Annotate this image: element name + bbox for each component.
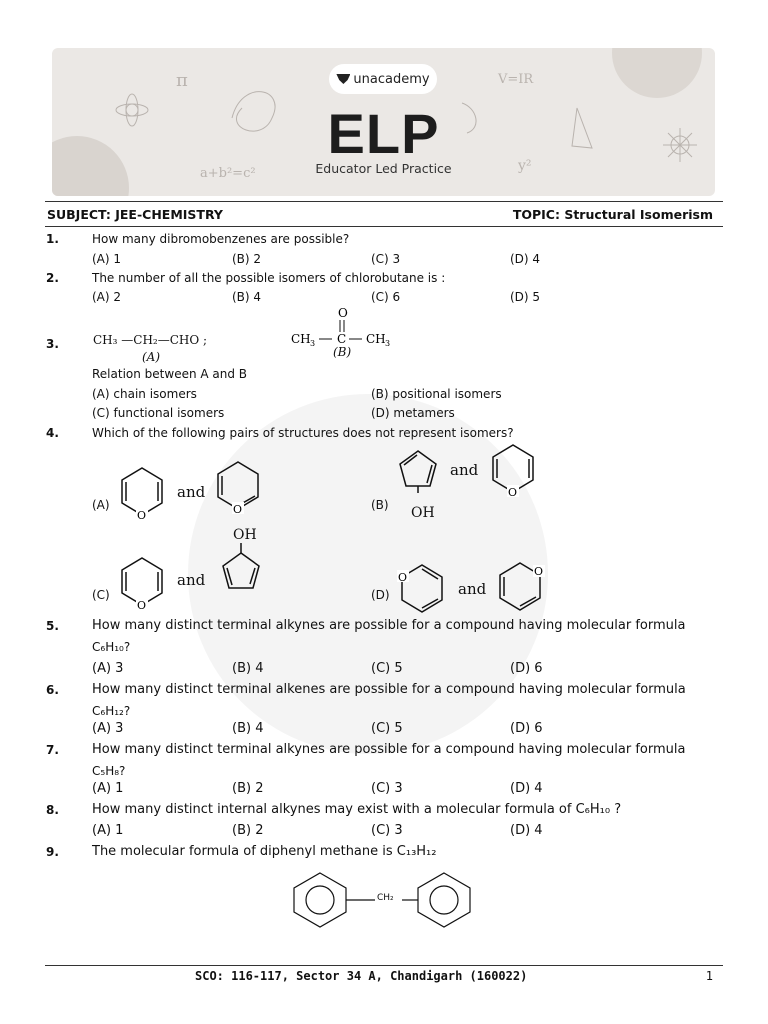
svg-text:O: O: [338, 306, 348, 320]
option: (C) 3: [371, 823, 403, 838]
svg-text:O: O: [508, 486, 518, 499]
option: (B) 4: [232, 721, 264, 736]
graduation-cap-icon: [336, 74, 350, 84]
option: (B) 2: [232, 781, 264, 796]
question-text: How many dibromobenzenes are possible?: [92, 232, 350, 246]
option: (B) 2: [232, 252, 262, 266]
svg-text:CH: CH: [366, 332, 386, 346]
compound-a-formula: CH₃ —CH₂—CHO ;: [93, 333, 208, 347]
question-number: 3.: [46, 337, 59, 351]
subject-topic-bar: [45, 201, 723, 227]
option: (C) 6: [371, 290, 401, 304]
option: (D) metamers: [371, 406, 455, 420]
option: (C) 5: [371, 721, 403, 736]
header-banner: [52, 48, 715, 196]
question-number: 5.: [46, 619, 59, 633]
option: (D) 5: [510, 290, 541, 304]
ch2-label: CH₂: [377, 893, 394, 903]
elp-title: ELP: [327, 102, 440, 165]
svg-text:O: O: [137, 599, 147, 612]
and-text: and: [177, 483, 206, 501]
question-text: The molecular formula of diphenyl methane is C₁₃H₁₂: [92, 844, 437, 859]
svg-text:CH: CH: [291, 332, 311, 346]
page-number: 1: [705, 969, 713, 983]
question-number: 9.: [46, 845, 59, 859]
svg-text:3: 3: [310, 339, 316, 348]
option: (A) 2: [92, 290, 122, 304]
subject-label: SUBJECT: JEE-CHEMISTRY: [47, 206, 223, 222]
option: (D) 4: [510, 252, 541, 266]
option: (A) chain isomers: [92, 387, 197, 401]
option-label: (B): [371, 498, 389, 512]
option: (C) 3: [371, 252, 401, 266]
option: (C) functional isomers: [92, 406, 225, 420]
question-number: 4.: [46, 426, 59, 440]
question-text: Relation between A and B: [92, 367, 248, 381]
oh-group: OH: [411, 505, 435, 521]
cyclopentadienol-structure: [395, 448, 441, 493]
question-text: How many distinct internal alkynes may exist with a molecular formula of C₆H₁₀ ?: [92, 802, 622, 817]
option: (D) 6: [510, 661, 543, 676]
oh-group: OH: [233, 527, 257, 543]
question-number: 6.: [46, 683, 59, 697]
option: (B) positional isomers: [371, 387, 502, 401]
ohms-law-text: V=IR: [498, 72, 534, 87]
option: (A) 3: [92, 721, 124, 736]
pyran-ring-structure: [213, 457, 263, 517]
pyran-ring-structure: [397, 562, 447, 622]
question-number: 2.: [46, 271, 59, 285]
question-number: 7.: [46, 743, 59, 757]
svg-text:C: C: [337, 332, 347, 346]
pyran-ring-structure: [117, 553, 167, 613]
option: (C) 5: [371, 661, 403, 676]
footer-address: SCO: 116-117, Sector 34 A, Chandigarh (160022): [195, 969, 528, 983]
option: (D) 4: [510, 823, 543, 838]
pythagoras-text: a+b²=c²: [200, 166, 256, 181]
option: (B) 2: [232, 823, 264, 838]
molecular-formula: C₅H₈?: [92, 764, 126, 778]
option: (D) 4: [510, 781, 543, 796]
option-label: (C): [92, 588, 110, 602]
option: (B) 4: [232, 661, 264, 676]
pyran-ring-structure: [488, 440, 538, 500]
molecular-formula: C₆H₁₂?: [92, 704, 131, 718]
question-text: How many distinct terminal alkenes are possible for a compound having molecular formula: [92, 682, 686, 697]
question-text: How many distinct terminal alkynes are possible for a compound having molecular formula: [92, 742, 686, 757]
pyran-ring-structure: [117, 463, 167, 523]
unacademy-logo: [329, 64, 437, 94]
and-text: and: [458, 580, 487, 598]
option: (A) 1: [92, 781, 124, 796]
compound-b-label: (B): [333, 345, 352, 359]
option: (A) 1: [92, 823, 124, 838]
option: (D) 6: [510, 721, 543, 736]
question-text: How many distinct terminal alkynes are possible for a compound having molecular formula: [92, 618, 686, 633]
svg-text:O: O: [137, 509, 147, 522]
svg-text:O: O: [534, 565, 544, 578]
brand-name: unacademy: [353, 71, 430, 87]
and-text: and: [177, 571, 206, 589]
page-footer: [45, 965, 723, 983]
option: (B) 4: [232, 290, 262, 304]
cyclopentadienol-structure: [218, 543, 264, 598]
topic-label: TOPIC: Structural Isomerism: [512, 206, 713, 222]
svg-text:O: O: [398, 571, 408, 584]
option: (A) 1: [92, 252, 122, 266]
pyran-ring-structure: [495, 560, 550, 615]
option: (A) 3: [92, 661, 124, 676]
and-text: and: [450, 461, 479, 479]
molecular-formula: C₆H₁₀?: [92, 640, 131, 654]
option: (C) 3: [371, 781, 403, 796]
option-label: (A): [92, 498, 110, 512]
option-label: (D): [371, 588, 390, 602]
compound-a-label: (A): [142, 350, 161, 364]
svg-text:3: 3: [385, 339, 391, 348]
svg-text:O: O: [233, 503, 243, 516]
question-text: Which of the following pairs of structures does not represent isomers?: [92, 426, 514, 440]
question-number: 1.: [46, 232, 59, 246]
elp-subtitle: Educator Led Practice: [315, 161, 452, 176]
y-squared-text: y²: [518, 158, 532, 174]
pi-symbol: π: [176, 70, 188, 91]
question-number: 8.: [46, 803, 59, 817]
question-text: The number of all the possible isomers of chlorobutane is :: [92, 271, 446, 285]
